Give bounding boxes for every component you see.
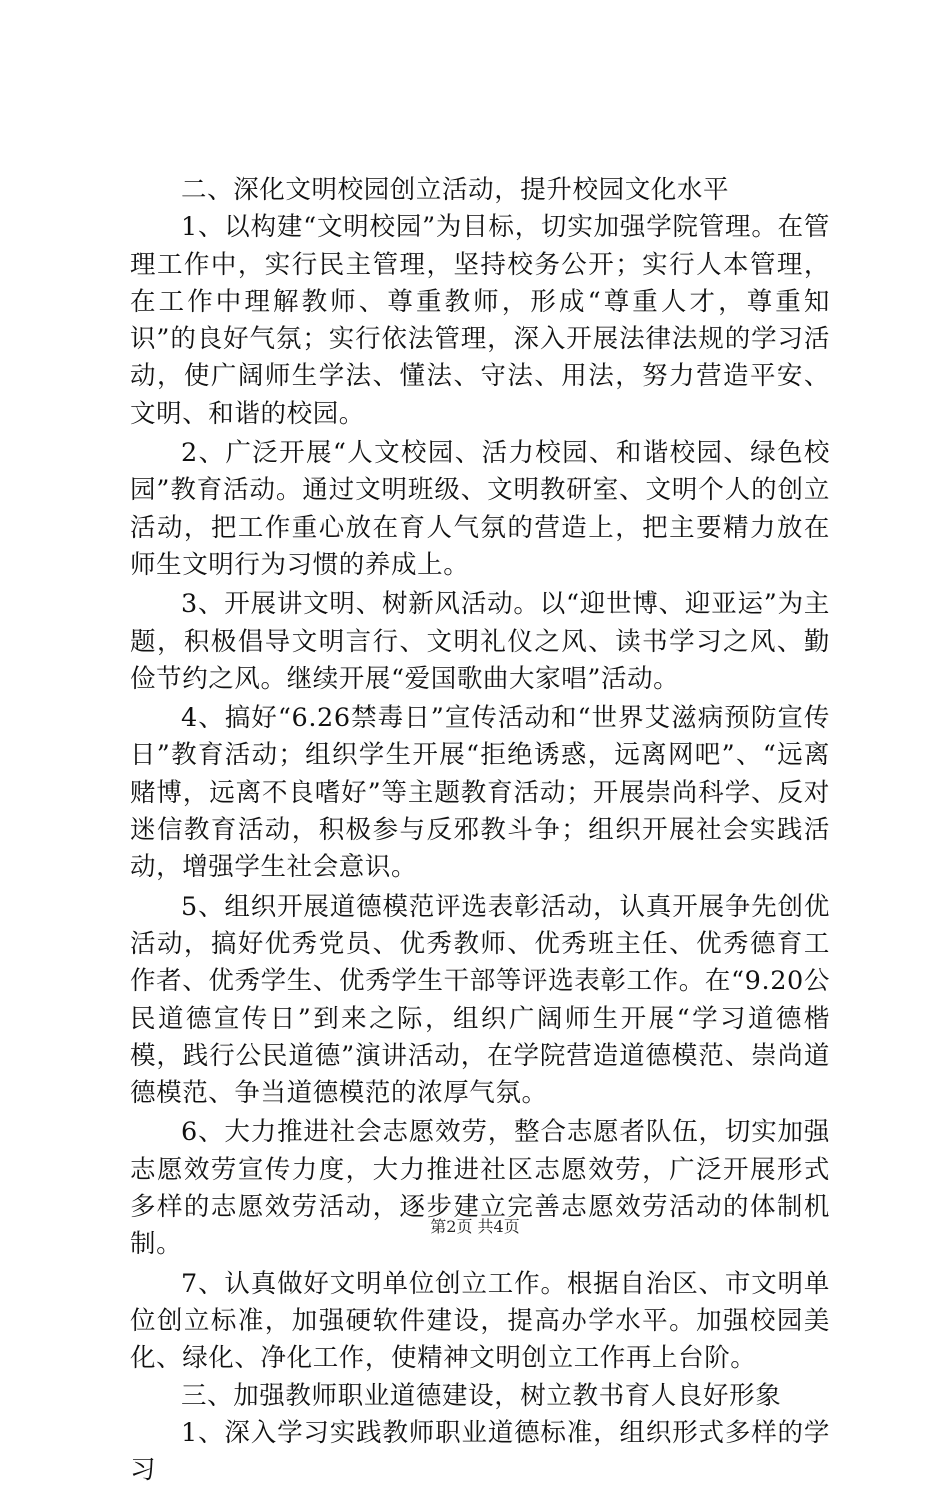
paragraph-item-2: 2、广泛开展“人文校园、活力校园、和谐校园、绿色校园”教育活动。通过文明班级、文明教研室、文明个人的创立活动，把工作重心放在育人气氛的营造上，把主要精力放在师生文明行为习惯的养成上。 xyxy=(130,438,830,580)
section-heading-2: 二、深化文明校园创立活动，提升校园文化水平 xyxy=(181,175,730,205)
paragraph-item-5: 5、组织开展道德模范评选表彰活动，认真开展争先创优活动，搞好优秀党员、优秀教师、优秀班主任、优秀德育工作者、优秀学生、优秀学生干部等评选表彰工作。在“9.20公民道德宣传日”到来之际，组织广阔师生开展“学习道德楷模，践行公民道德”演讲活动，在学院营造道德模范、崇尚道德模范、争当道德模范的浓厚气氛。 xyxy=(130,891,830,1109)
paragraph-item-1: 1、以构建“文明校园”为目标，切实加强学院管理。在管理工作中，实行民主管理，坚持校务公开；实行人本管理，在工作中理解教师、尊重教师，形成“尊重人才，尊重知识”的良好气氛；实行依法管理，深入开展法律法规的学习活动，使广阔师生学法、懂法、守法、用法，努力营造平安、文明、和谐的校园。 xyxy=(130,212,830,429)
document-body xyxy=(130,172,830,1489)
paragraph-item-3: 3、开展讲文明、树新风活动。以“迎世博、迎亚运”为主题，积极倡导文明言行、文明礼仪之风、读书学习之风、勤俭节约之风。继续开展“爱国歌曲大家唱”活动。 xyxy=(130,589,830,694)
paragraph-item-4: 4、搞好“6.26禁毒日”宣传活动和“世界艾滋病预防宣传日”教育活动；组织学生开展“拒绝诱惑，远离网吧”、“远离赌博，远离不良嗜好”等主题教育活动；开展崇尚科学、反对迷信教育活动，积极参与反邪教斗争；组织开展社会实践活动，增强学生社会意识。 xyxy=(130,703,830,883)
paragraph-item-3-1: 1、深入学习实践教师职业道德标准，组织形式多样的学习 xyxy=(130,1417,830,1486)
paragraph-item-7: 7、认真做好文明单位创立工作。根据自治区、市文明单位创立标准，加强硬软件建设，提高办学水平。加强校园美化、绿化、净化工作，使精神文明创立工作再上台阶。 xyxy=(130,1268,830,1374)
paragraph-item-6: 6、大力推进社会志愿效劳，整合志愿者队伍，切实加强志愿效劳宣传力度，大力推进社区志愿效劳，广泛开展形式多样的志愿效劳活动，逐步建立完善志愿效劳活动的体制机制。 xyxy=(130,1117,830,1260)
section-heading-3: 三、加强教师职业道德建设，树立教书育人良好形象 xyxy=(181,1380,782,1411)
page-number-footer: 第2页 共4页 xyxy=(430,1217,520,1236)
